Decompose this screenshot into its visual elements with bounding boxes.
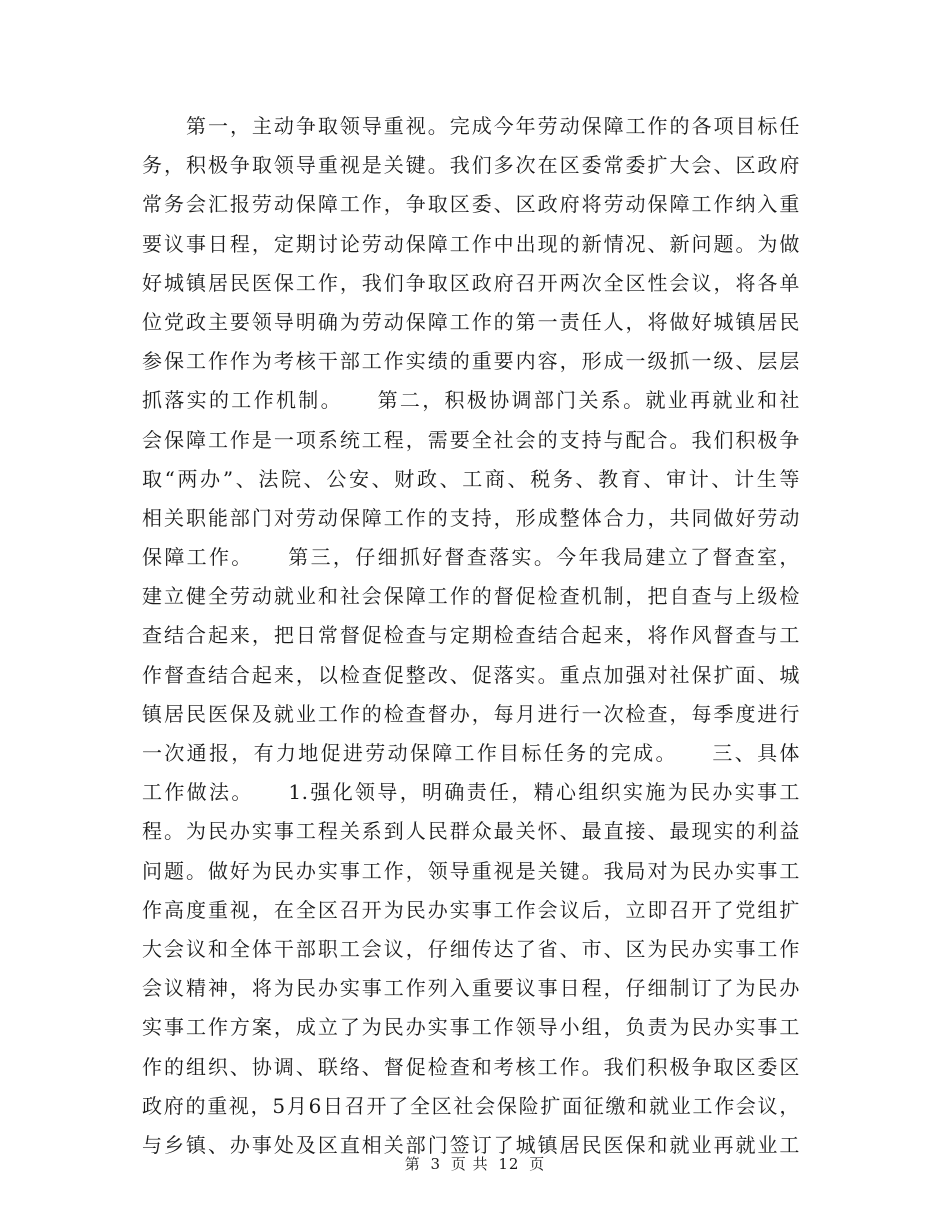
document-body <box>142 107 800 1165</box>
text-line: 与乡镇、办事处及区直相关部门签订了城镇居民医保和就业再就业工 <box>142 1132 800 1157</box>
text-line: 位党政主要领导明确为劳动保障工作的第一责任人，将做好城镇居民 <box>142 309 800 334</box>
text-line: 会议精神，将为民办实事工作列入重要议事日程，仔细制订了为民办 <box>142 976 800 1001</box>
text-line: 一次通报，有力地促进劳动保障工作目标任务的完成。 三、具体 <box>142 741 800 765</box>
text-line: 工作做法。 1.强化领导，明确责任，精心组织实施为民办实事工 <box>142 780 800 805</box>
footer-prefix: 第 <box>404 1155 421 1173</box>
text-line: 第一，主动争取领导重视。完成今年劳动保障工作的各项目标任 <box>186 114 800 138</box>
footer-middle: 页 共 <box>450 1155 489 1173</box>
page-footer <box>0 1153 950 1174</box>
text-line: 参保工作作为考核干部工作实绩的重要内容，形成一级抓一级、层层 <box>142 349 800 374</box>
text-line: 程。为民办实事工程关系到人民群众最关怀、最直接、最现实的利益 <box>142 819 800 844</box>
text-line: 问题。做好为民办实事工作，领导重视是关键。我局对为民办实事工 <box>142 858 800 883</box>
text-line: 保障工作。 第三，仔细抓好督查落实。今年我局建立了督查室， <box>142 545 800 570</box>
footer-total-pages: 12 <box>498 1155 520 1173</box>
text-line: 要议事日程，定期讨论劳动保障工作中出现的新情况、新问题。为做 <box>142 231 800 256</box>
text-line: 镇居民医保及就业工作的检查督办，每月进行一次检查，每季度进行 <box>142 701 800 726</box>
text-line: 务，积极争取领导重视是关键。我们多次在区委常委扩大会、区政府 <box>142 153 800 178</box>
text-line: 大会议和全体干部职工会议，仔细传达了省、市、区为民办实事工作 <box>142 936 800 961</box>
footer-page-number: 3 <box>430 1155 442 1173</box>
text-line: 作督查结合起来，以检查促整改、促落实。重点加强对社保扩面、城 <box>142 662 800 687</box>
text-line: 政府的重视，5月6日召开了全区社会保险扩面征缴和就业工作会议， <box>142 1093 800 1118</box>
text-line: 实事工作方案，成立了为民办实事工作领导小组，负责为民办实事工 <box>142 1015 800 1040</box>
text-line: 会保障工作是一项系统工程，需要全社会的支持与配合。我们积极争 <box>142 427 800 452</box>
text-line: 抓落实的工作机制。 第二，积极协调部门关系。就业再就业和社 <box>142 388 800 413</box>
text-line: 取“两办”、法院、公安、财政、工商、税务、教育、审计、计生等 <box>142 466 800 491</box>
text-line: 建立健全劳动就业和社会保障工作的督促检查机制，把自查与上级检 <box>142 584 800 609</box>
text-line: 相关职能部门对劳动保障工作的支持，形成整体合力，共同做好劳动 <box>142 505 800 530</box>
text-line: 好城镇居民医保工作，我们争取区政府召开两次全区性会议，将各单 <box>142 270 800 295</box>
text-line: 常务会汇报劳动保障工作，争取区委、区政府将劳动保障工作纳入重 <box>142 192 800 217</box>
text-line: 查结合起来，把日常督促检查与定期检查结合起来，将作风督查与工 <box>142 623 800 648</box>
text-line: 作高度重视，在全区召开为民办实事工作会议后，立即召开了党组扩 <box>142 897 800 922</box>
text-line: 作的组织、协调、联络、督促检查和考核工作。我们积极争取区委区 <box>142 1054 800 1079</box>
footer-suffix: 页 <box>529 1155 546 1173</box>
